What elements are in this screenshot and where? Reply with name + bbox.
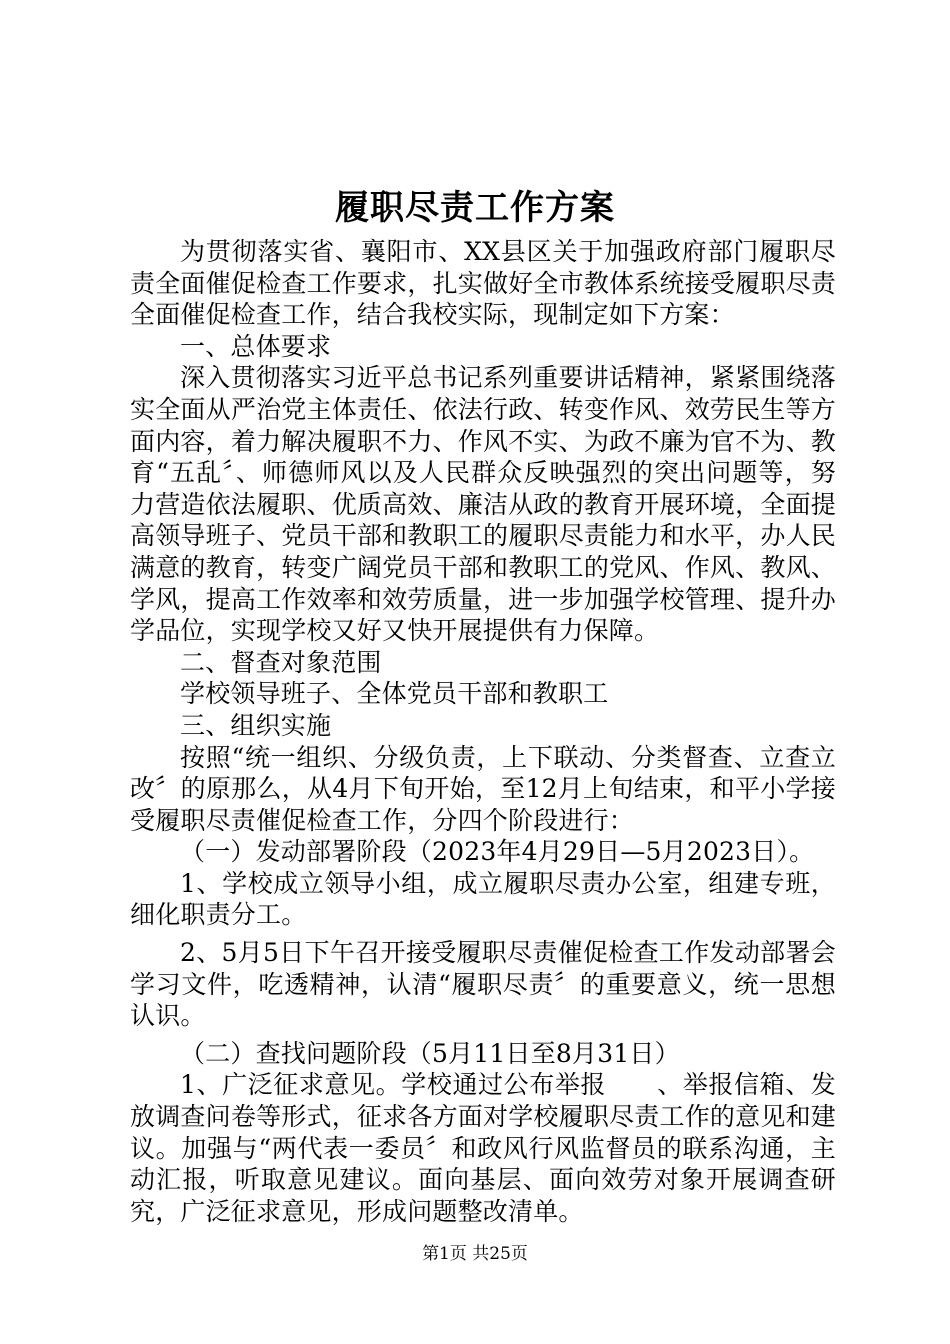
intro-paragraph: 为贯彻落实省、襄阳市、XX县区关于加强政府部门履职尽责全面催促检查工作要求，扎实做好全市教体系统接受履职尽责全面催促检查工作，结合我校实际，现制定如下方案：: [130, 237, 836, 330]
phase-two-item-1: 1、广泛征求意见。学校通过公布举报 、举报信箱、发放调查问卷等形式，征求各方面对学校履职尽责工作的意见和建议。加强与“两代表一委员〞和政风行风监督员的联系沟通，主动汇报，听取意见建议。面向基层、面向效劳对象开展调查研究，广泛征求意见，形成问题整改清单。: [130, 1070, 836, 1226]
phase-one-item-2: 2、5月5日下午召开接受履职尽责催促检查工作发动部署会学习文件，吃透精神，认清“履职尽责〞的重要意义，统一思想认识。: [130, 938, 836, 1031]
section-heading-implementation: 三、组织实施: [180, 710, 332, 740]
phase-one-heading: （一）发动部署阶段（2023年4月29日—5月2023日）。: [180, 837, 815, 867]
phase-two-heading: （二）查找问题阶段（5月11日至8月31日）: [180, 1038, 680, 1068]
document-body: [130, 236, 836, 1227]
section-heading-general: 一、总体要求: [180, 331, 332, 361]
section-heading-scope: 二、督查对象范围: [180, 647, 382, 677]
scope-paragraph: 学校领导班子、全体党员干部和教职工: [180, 679, 609, 709]
implementation-paragraph: 按照“统一组织、分级负责，上下联动、分类督查、立查立改〞的原那么，从4月下旬开始，至12月上旬结束，和平小学接受履职尽责催促检查工作，分四个阶段进行：: [130, 742, 836, 835]
general-requirements-paragraph: 深入贯彻落实习近平总书记系列重要讲话精神，紧紧围绕落实全面从严治党主体责任、依法行政、转变作风、效劳民生等方面内容，着力解决履职不力、作风不实、为政不廉为官不为、教育“五乱〞、师德师风以及人民群众反映强烈的突出问题等，努力营造依法履职、优质高效、廉洁从政的教育开展环境，全面提高领导班子、党员干部和教职工的履职尽责能力和水平，办人民满意的教育，转变广阔党员干部和教职工的党风、作风、教风、学风，提高工作效率和效劳质量，进一步加强学校管理、提升办学品位，实现学校又好又快开展提供有力保障。: [130, 363, 836, 646]
phase-one-item-1: 1、学校成立领导小组，成立履职尽责办公室，组建专班，细化职责分工。: [130, 868, 836, 930]
page-number-footer: 第1页 共25页: [422, 1244, 528, 1264]
document-title: 履职尽责工作方案: [335, 188, 615, 228]
